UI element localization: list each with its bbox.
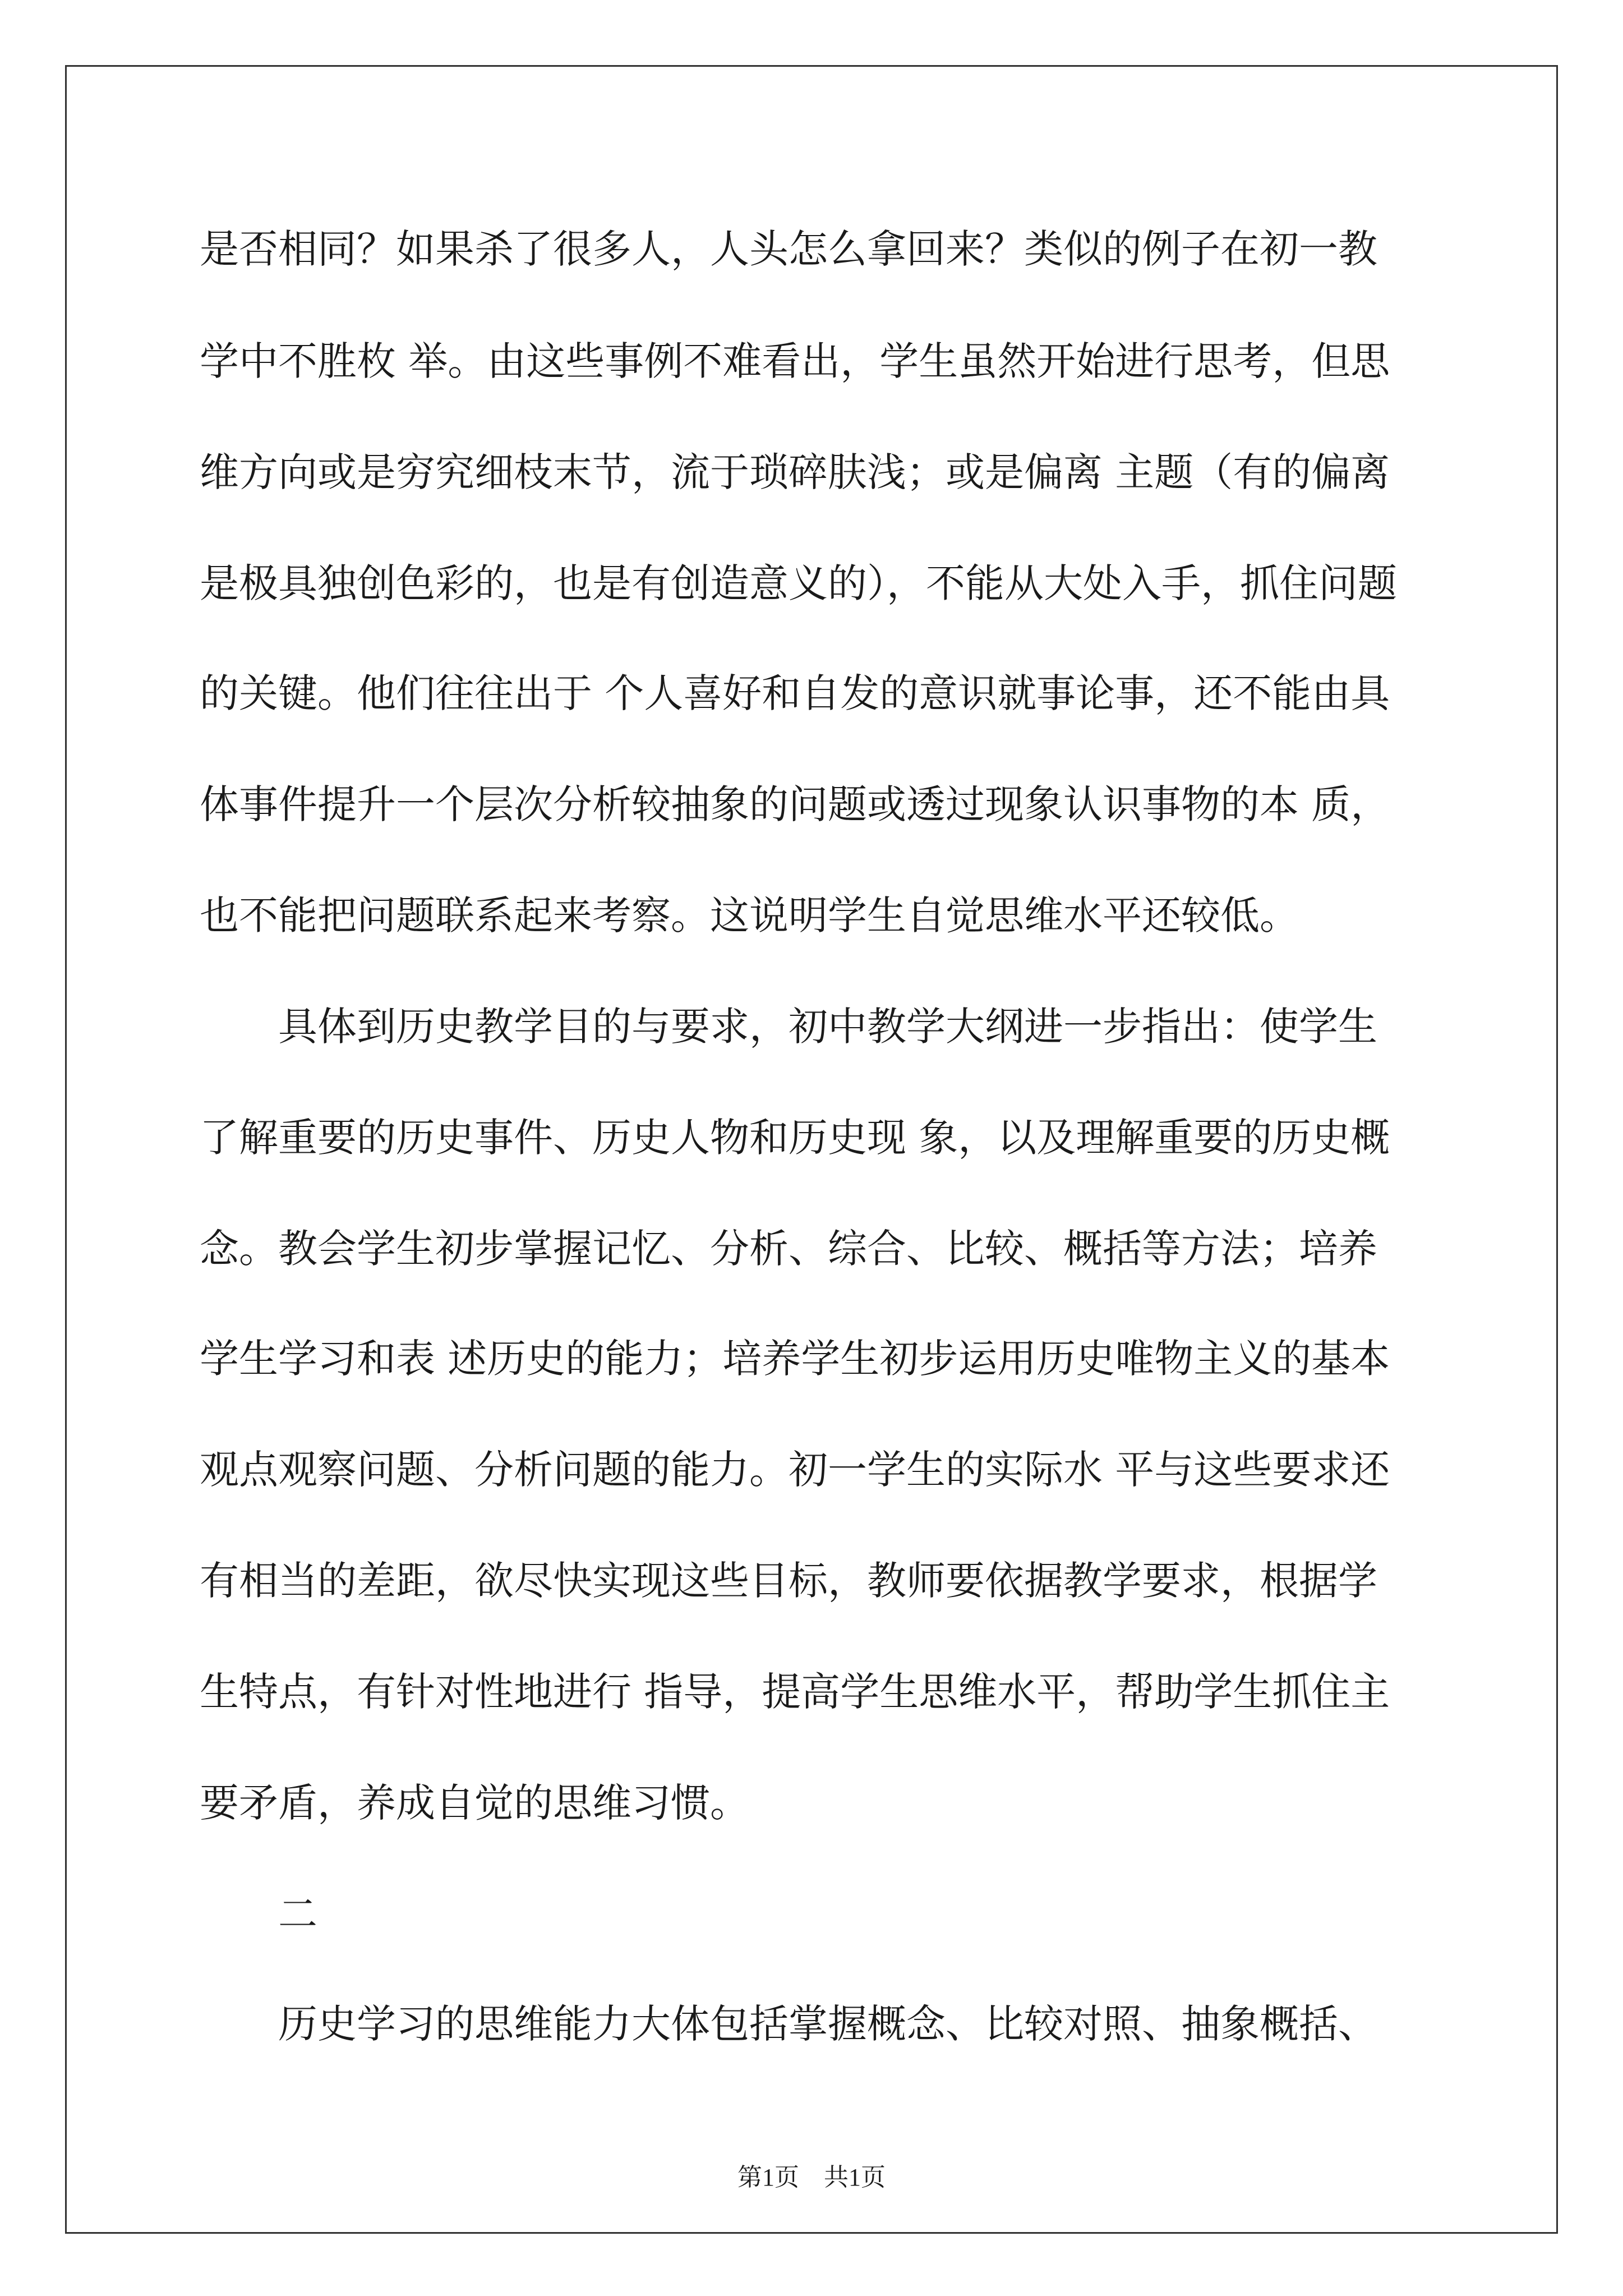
text-line: 观点观察问题、分析问题的能力。初一学生的实际水 平与这些要求还 [200, 1447, 1390, 1493]
page-footer: 第1页 共1页 [737, 2164, 886, 2191]
text-line: 的关键。他们往往出于 个人喜好和自发的意识就事论事，还不能由具 [200, 670, 1390, 716]
text-line: 是极具独创色彩的，也是有创造意义的），不能从大处入手，抓住问题 [200, 560, 1397, 606]
paragraph-first-line: 历史学习的思维能力大体包括掌握概念、比较对照、抽象概括、 [278, 2001, 1377, 2047]
text-line: 念。教会学生初步掌握记忆、分析、综合、比较、概括等方法；培养 [200, 1226, 1377, 1272]
section-number: 二 [278, 1891, 317, 1937]
text-line: 维方向或是穷究细枝末节，流于琐碎肤浅；或是偏离 主题（有的偏离 [200, 449, 1390, 495]
text-line: 要矛盾，养成自觉的思维习惯。 [200, 1780, 749, 1826]
text-line: 生特点，有针对性地进行 指导，提高学生思维水平，帮助学生抓住主 [200, 1669, 1390, 1715]
text-line: 了解重要的历史事件、历史人物和历史现 象，以及理解重要的历史概 [200, 1115, 1390, 1161]
text-line: 也不能把问题联系起来考察。这说明学生自觉思维水平还较低。 [200, 892, 1299, 938]
text-line: 学生学习和表 述历史的能力；培养学生初步运用历史唯物主义的基本 [200, 1336, 1390, 1382]
paragraph-first-line: 具体到历史教学目的与要求，初中教学大纲进一步指出：使学生 [278, 1004, 1377, 1050]
text-line: 是否相同？如果杀了很多人，人头怎么拿回来？类似的例子在初一教 [200, 226, 1377, 272]
text-line: 有相当的差距，欲尽快实现这些目标，教师要依据教学要求，根据学 [200, 1558, 1377, 1604]
text-line: 体事件提升一个层次分析较抽象的问题或透过现象认识事物的本 质， [200, 781, 1390, 827]
text-line: 学中不胜枚 举。由这些事例不难看出，学生虽然开始进行思考，但思 [200, 338, 1390, 384]
